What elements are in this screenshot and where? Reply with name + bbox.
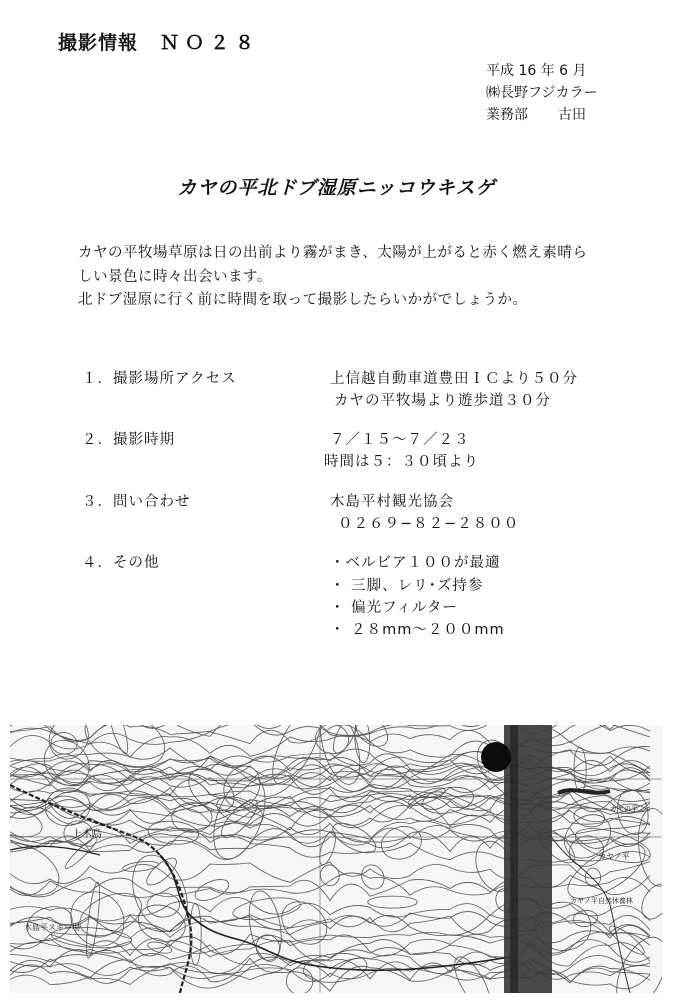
document-title bbox=[58, 28, 260, 55]
contour-line bbox=[606, 922, 647, 958]
road-line bbox=[10, 785, 191, 993]
document-number: ＮＯ２８ bbox=[160, 32, 261, 54]
section-value: ７／１５～７／２３ bbox=[330, 432, 470, 448]
section-label-access: １．撮影場所アクセス bbox=[82, 371, 237, 387]
contour-line bbox=[143, 854, 181, 890]
section-label-other: ４．その他 bbox=[82, 555, 160, 571]
map-canvas bbox=[10, 725, 662, 993]
map-dot-mark bbox=[481, 742, 511, 772]
map-label: カヤノ平自然休養林 bbox=[570, 898, 633, 905]
map-road-segment bbox=[558, 790, 610, 793]
contour-line bbox=[284, 966, 314, 993]
contour-line bbox=[273, 893, 335, 953]
contour-line bbox=[319, 863, 341, 887]
section-value: ・ベルビア１００が最適 bbox=[330, 555, 501, 571]
contour-line bbox=[421, 784, 476, 818]
contour-line bbox=[313, 725, 352, 757]
contour-line bbox=[357, 861, 388, 894]
map-label: 上木島 bbox=[72, 829, 102, 840]
company-name: ㈱長野フジカラー bbox=[486, 85, 598, 101]
map-label: 木島平スキー場 bbox=[24, 923, 80, 932]
contour-line bbox=[377, 822, 425, 864]
contour-line bbox=[10, 800, 46, 842]
map-label: カヤの平 bbox=[610, 806, 638, 813]
map-label: カヤノ平 bbox=[598, 852, 630, 861]
intro-line: しい景色に時々出会います。 bbox=[78, 269, 272, 285]
river-line bbox=[160, 855, 510, 970]
person-name: 古田 bbox=[558, 107, 586, 123]
intro-line: カヤの平牧場草原は日の出前より霧がまき、太陽が上がると赤く燃え素晴ら bbox=[78, 245, 588, 261]
department-name: 業務部 bbox=[486, 107, 528, 123]
section-value: 木島平村観光協会 bbox=[330, 494, 454, 510]
contour-line bbox=[10, 914, 650, 937]
intro-line: 北ドブ湿原に行く前に時間を取って撮影したらいかがでしょうか。 bbox=[78, 292, 528, 308]
document-title-text: 撮影情報 bbox=[58, 32, 139, 54]
contour-line bbox=[10, 873, 650, 898]
section-value: ・ ２８mm～２００mm bbox=[330, 622, 505, 638]
section-value: ・ 三脚、レリ･ズ持参 bbox=[330, 578, 484, 594]
contour-line bbox=[103, 725, 132, 755]
contour-line bbox=[368, 896, 417, 908]
issue-date: 平成 16 年 6 月 bbox=[486, 63, 587, 79]
section-label-contact: ３．問い合わせ bbox=[82, 494, 191, 510]
topographic-map bbox=[10, 725, 662, 993]
contour-line bbox=[10, 824, 650, 846]
section-value: 時間は５：３０頃より bbox=[324, 454, 479, 470]
contact-phone: ０２６９−８２−２８００ bbox=[338, 516, 520, 532]
contour-line bbox=[607, 930, 662, 993]
section-value: 上信越自動車道豊田ＩＣより５０分 bbox=[330, 371, 578, 387]
section-value: カヤの平牧場より遊歩道３０分 bbox=[334, 393, 551, 409]
scan-dark-band bbox=[510, 725, 518, 993]
main-heading: カヤの平北ドブ湿原ニッコウキスゲ bbox=[177, 177, 496, 199]
contour-lines bbox=[10, 725, 662, 993]
section-label-period: ２．撮影時期 bbox=[82, 432, 175, 448]
section-value: ・ 偏光フィルター bbox=[330, 600, 458, 616]
department-line bbox=[486, 104, 603, 124]
